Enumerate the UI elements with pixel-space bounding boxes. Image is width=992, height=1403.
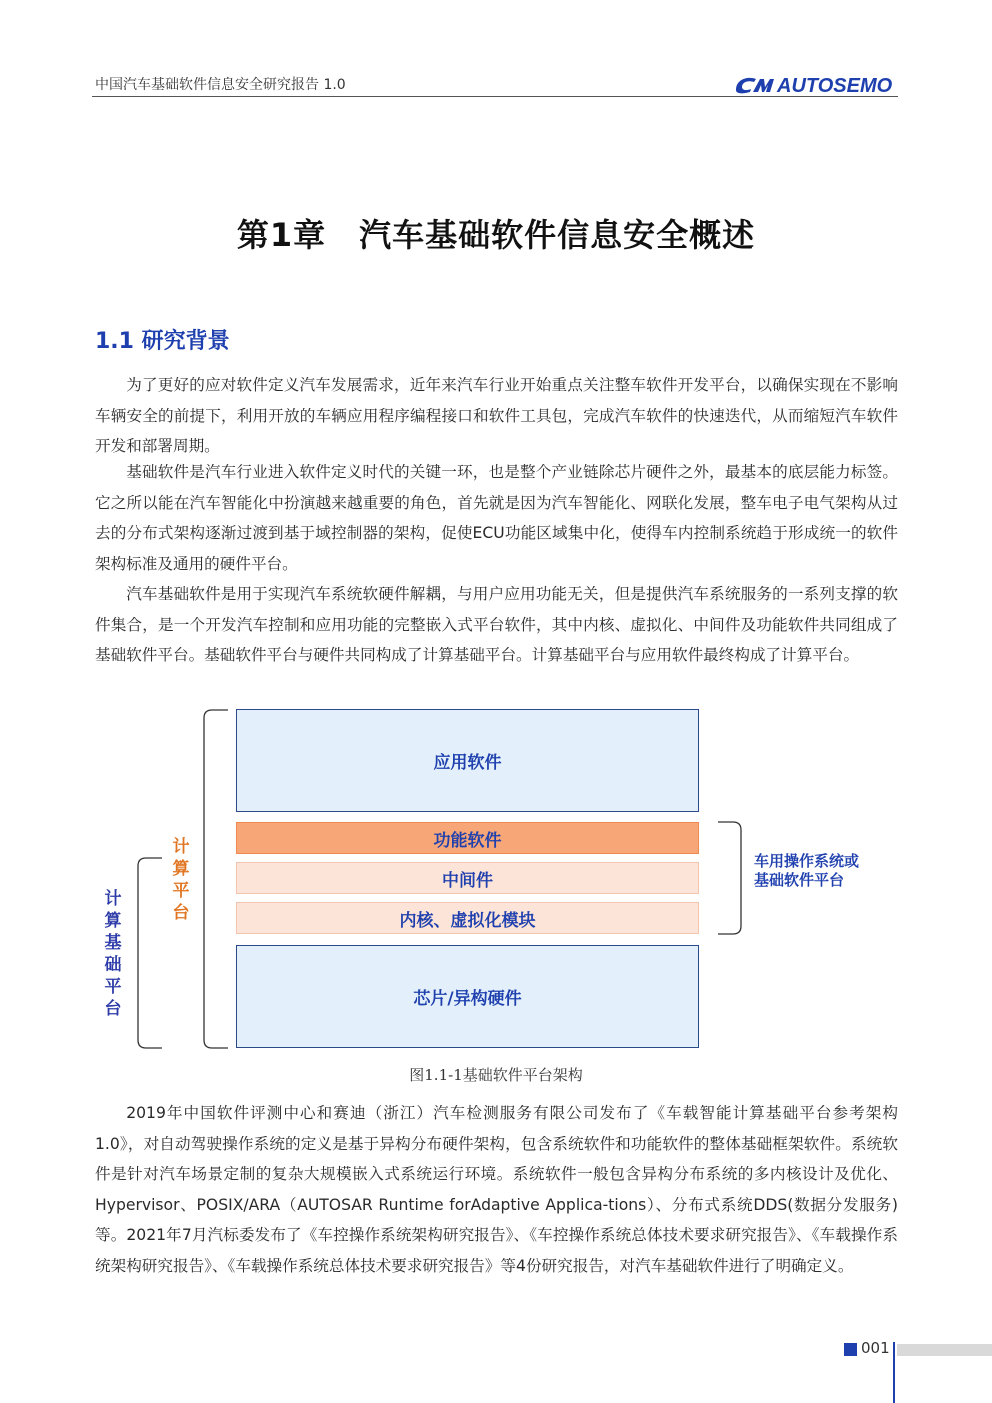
layer-kernel-virtualization: 内核、虚拟化模块 [236, 902, 699, 934]
header-divider [92, 96, 898, 97]
paragraph-4: 2019年中国软件评测中心和赛迪（浙江）汽车检测服务有限公司发布了《车载智能计算基础平台参考架构1.0》，对自动驾驶操作系统的定义是基于异构分布硬件架构，包含系统软件和功能软件的整体基础框架软件。系统软件是针对汽车场景定制的复杂大规模嵌入式系统运行环境。系统软件一般包含异构分布系统的多内核设计及优化、Hypervisor、POSIX/ARA（AUTOSAR Runtime forAdaptive Applica-tions）、分布式系统DDS(数据分发服务)等。2021年7月汽标委发布了《车控操作系统架构研究报告》、《车控操作系统总体技术要求研究报告》、《车载操作系统架构研究报告》、《车载操作系统总体技术要求研究报告》等4份研究报告，对汽车基础软件进行了明确定义。 [95, 1104, 898, 1275]
compute-platform-bracket [204, 710, 228, 1048]
layer-chip-hardware: 芯片/异构硬件 [236, 945, 699, 1048]
page-marker-square [844, 1343, 857, 1356]
figure-caption: 图1.1-1基础软件平台架构 [409, 1066, 583, 1084]
label-compute-platform: 计 算 平 台 [172, 837, 190, 923]
page-footer-bar [897, 1344, 992, 1356]
autosemo-logo [734, 73, 900, 95]
paragraph-3: 汽车基础软件是用于实现汽车系统软硬件解耦，与用户应用功能无关，但是提供汽车系统服务的一系列支撑的软件集合，是一个开发汽车控制和应用功能的完整嵌入式平台软件，其中内核、虚拟化、中间件及功能软件共同组成了基础软件平台。基础软件平台与硬件共同构成了计算基础平台。计算基础平台与应用软件最终构成了计算平台。 [95, 585, 898, 664]
section-title: 1.1 研究背景 [95, 329, 230, 354]
layer-application-software: 应用软件 [236, 709, 699, 812]
paragraph-1: 为了更好的应对软件定义汽车发展需求，近年来汽车行业开始重点关注整车软件开发平台，以确保实现在不影响车辆安全的前提下，利用开放的车辆应用程序编程接口和软件工具包，完成汽车软件的快速迭代，从而缩短汽车软件开发和部署周期。 [95, 376, 898, 455]
paragraph-2: 基础软件是汽车行业进入软件定义时代的关键一环，也是整个产业链除芯片硬件之外，最基本的底层能力标签。它之所以能在汽车智能化中扮演越来越重要的角色，首先就是因为汽车智能化、网联化发展，整车电子电气架构从过去的分布式架构逐渐过渡到基于域控制器的架构，促使ECU功能区域集中化，使得车内控制系统趋于形成统一的软件架构标准及通用的硬件平台。 [95, 463, 898, 573]
label-compute-base-platform: 计 算 基 础 平 台 [104, 889, 122, 1019]
layer-function-software: 功能软件 [236, 822, 699, 854]
label-os-platform: 车用操作系统或 基础软件平台 [754, 852, 860, 889]
layer-middleware: 中间件 [236, 862, 699, 894]
os-platform-bracket [718, 822, 741, 934]
compute-base-bracket [138, 858, 162, 1048]
logo-text: AUTOSEMO [777, 75, 893, 95]
page-vertical-rule [893, 1342, 895, 1403]
chapter-title: 第1章 汽车基础软件信息安全概述 [236, 216, 756, 254]
running-header-title: 中国汽车基础软件信息安全研究报告 1.0 [95, 77, 346, 93]
page-number: 001 [861, 1339, 890, 1357]
